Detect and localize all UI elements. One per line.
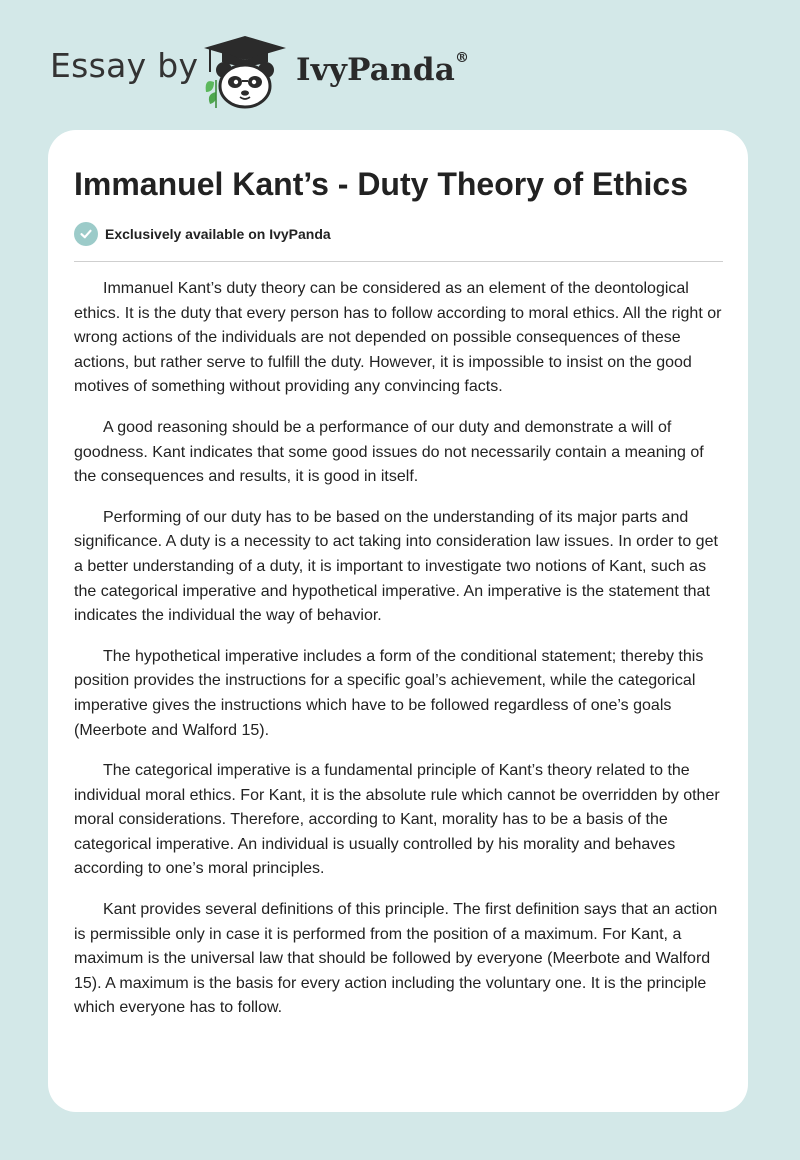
panda-logo-icon[interactable] (200, 36, 290, 110)
essay-title: Immanuel Kant’s - Duty Theory of Ethics (74, 166, 689, 202)
paragraph-5: The categorical imperative is a fundamental principle of Kant’s theory related to the individual moral ethics. For Kant, it is the absolute rule which cannot be overridden by other moral considerations. Therefore, according to Kant, morality has to be a basis of the categorical imperative. An individual is usually controlled by his morality and behaves according to one’s moral principles. (74, 762, 720, 878)
paragraph-3: Performing of our duty has to be based on the understanding of its major parts and significance. A duty is a necessity to act taking into consideration law issues. In order to get a better understanding of a duty, it is important to investigate two notions of Kant, such as the categorical imperative and hypothetical imperative. An imperative is the statement that indicates the individual the way of behavior. (74, 508, 718, 625)
availability-badge (74, 222, 331, 246)
registered-mark: ® (455, 50, 470, 66)
availability-text: Exclusively available on IvyPanda (105, 226, 331, 242)
check-icon (74, 222, 98, 246)
brand-name[interactable]: IvyPanda® (296, 50, 470, 88)
essay-body (74, 277, 725, 1037)
paragraph-1: Immanuel Kant’s duty theory can be considered as an element of the deontological ethics. It is the duty that every person has to follow according to moral ethics. All the right or wrong actions of the individuals are not depended on possible consequences of these actions, but rather serve to fulfill the duty. However, it is impossible to insist on the good motives of something without providing any convincing facts. (74, 280, 722, 396)
paragraph-4: The hypothetical imperative includes a form of the conditional statement; thereby this position provides the instructions for a specific goal’s achievement, while the categorical imperative gives the instructions which have to be followed regardless of one’s goals (Meerbote and Walford 15). (74, 647, 704, 739)
paragraph-6: Kant provides several definitions of this principle. The first definition says that an action is permissible only in case it is performed from the position of a maximum. For Kant, a maximum is the universal law that should be followed by everyone (Meerbote and Walford 15). A maximum is the basis for every action including the voluntary one. It is the principle which everyone has to follow. (74, 901, 718, 1017)
divider (74, 261, 723, 262)
essay-by-label: Essay by (50, 46, 199, 85)
site-header (0, 0, 800, 128)
paragraph-2: A good reasoning should be a performance of our duty and demonstrate a will of goodness. Kant indicates that some good issues do not necessarily contain a meaning of the consequences and results, it is good in itself. (74, 418, 704, 486)
essay-card (48, 130, 748, 1112)
